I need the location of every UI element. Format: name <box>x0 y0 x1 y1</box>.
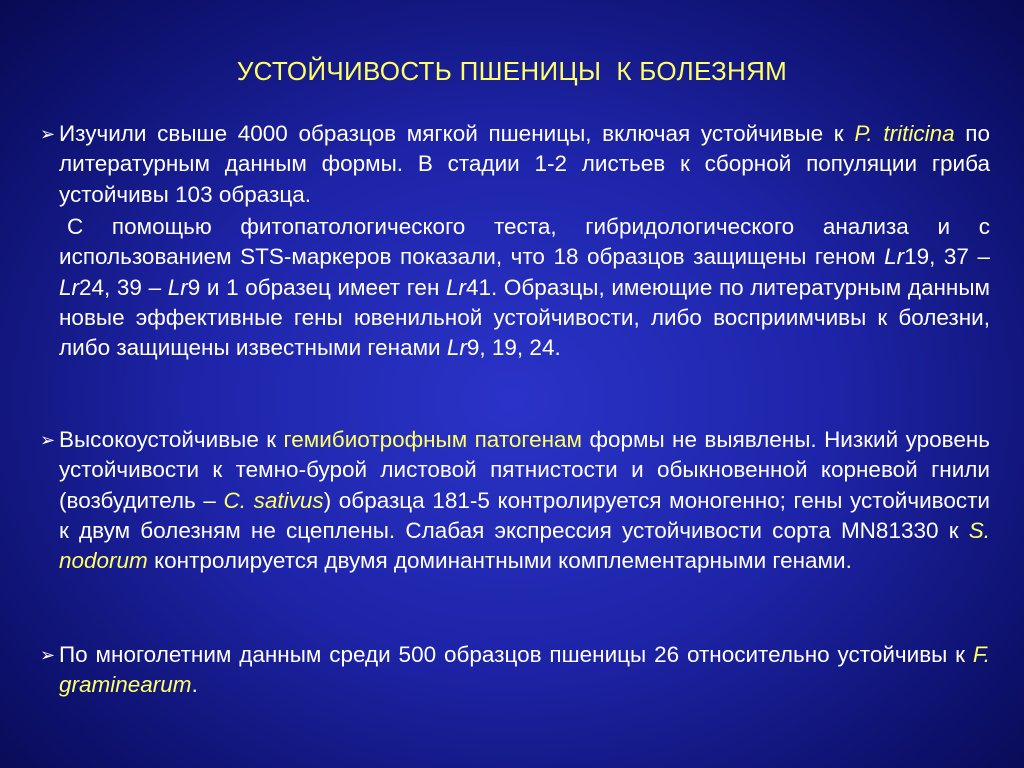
slide-title: УСТОЙЧИВОСТЬ ПШЕНИЦЫ К БОЛЕЗНЯМ <box>236 56 788 86</box>
text-segment: 9, 19, 24. <box>466 335 561 361</box>
species-name: F. graminearum <box>59 642 990 698</box>
section-1-paragraph-2-block <box>40 212 990 363</box>
gene-name: Lr <box>167 274 188 300</box>
bullet-section-1 <box>40 119 990 210</box>
section-3-paragraph <box>40 640 990 701</box>
text-segment: 9 и 1 образец имеет ген <box>187 274 446 300</box>
section-1-paragraph-1 <box>40 119 990 210</box>
gene-name: Lr <box>446 274 467 300</box>
text-segment: Изучили свыше 4000 образцов мягкой пшеницы, включая устойчивые к <box>59 121 855 146</box>
arrow-bullet-icon: ➢ <box>40 430 56 450</box>
gene-name: Lr <box>59 274 80 300</box>
species-name: C. sativus <box>223 487 324 513</box>
section-1-paragraph-2 <box>40 212 990 363</box>
highlighted-term: гемибиотрофным патогенам <box>283 427 583 452</box>
arrow-bullet-icon: ➢ <box>40 645 56 665</box>
text-segment: 24, 39 – <box>79 274 168 300</box>
gene-name: Lr <box>446 335 467 361</box>
gene-name: Lr <box>884 244 905 270</box>
text-segment: 41. Образцы, имеющие по литературным данным новые эффективные гены ювенильной устойчивости, либо восприимчивы к болезни, либо защищены известными генами <box>59 274 990 361</box>
text-segment: контролируется двумя доминантными комплементарными генами. <box>147 548 852 574</box>
species-name: S. nodorum <box>59 517 990 574</box>
text-segment: ) образца 181-5 контролируется моногенно; гены устойчивости к двум болезням не сцеплены. Слабая экспрессия устойчивости сорта MN81330 к <box>59 487 990 543</box>
species-name: P. triticina <box>854 121 955 146</box>
bullet-section-2 <box>40 425 990 576</box>
text-segment: формы не выявлены. Низкий уровень устойчивости к темно-бурой листовой пятнистости и обыкновенной корневой гнили (возбудитель – <box>59 427 990 513</box>
text-segment: 19, 37 – <box>904 244 990 270</box>
text-segment: по литературным данным формы. В стадии 1-2 листьев к сборной популяции гриба устойчивы 103 образца. <box>59 121 990 207</box>
text-segment: . <box>191 672 198 698</box>
bullet-section-3 <box>40 640 990 701</box>
text-segment: Высокоустойчивые к <box>59 427 284 452</box>
section-2-paragraph <box>40 425 990 576</box>
arrow-bullet-icon: ➢ <box>40 124 56 144</box>
text-segment: С помощью фитопатологического теста, гибридологического анализа и с использованием STS-маркеров показали, что 18 образцов защищены геном <box>59 214 990 270</box>
text-segment: По многолетним данным среди 500 образцов пшеницы 26 относительно устойчивы к <box>59 642 973 667</box>
